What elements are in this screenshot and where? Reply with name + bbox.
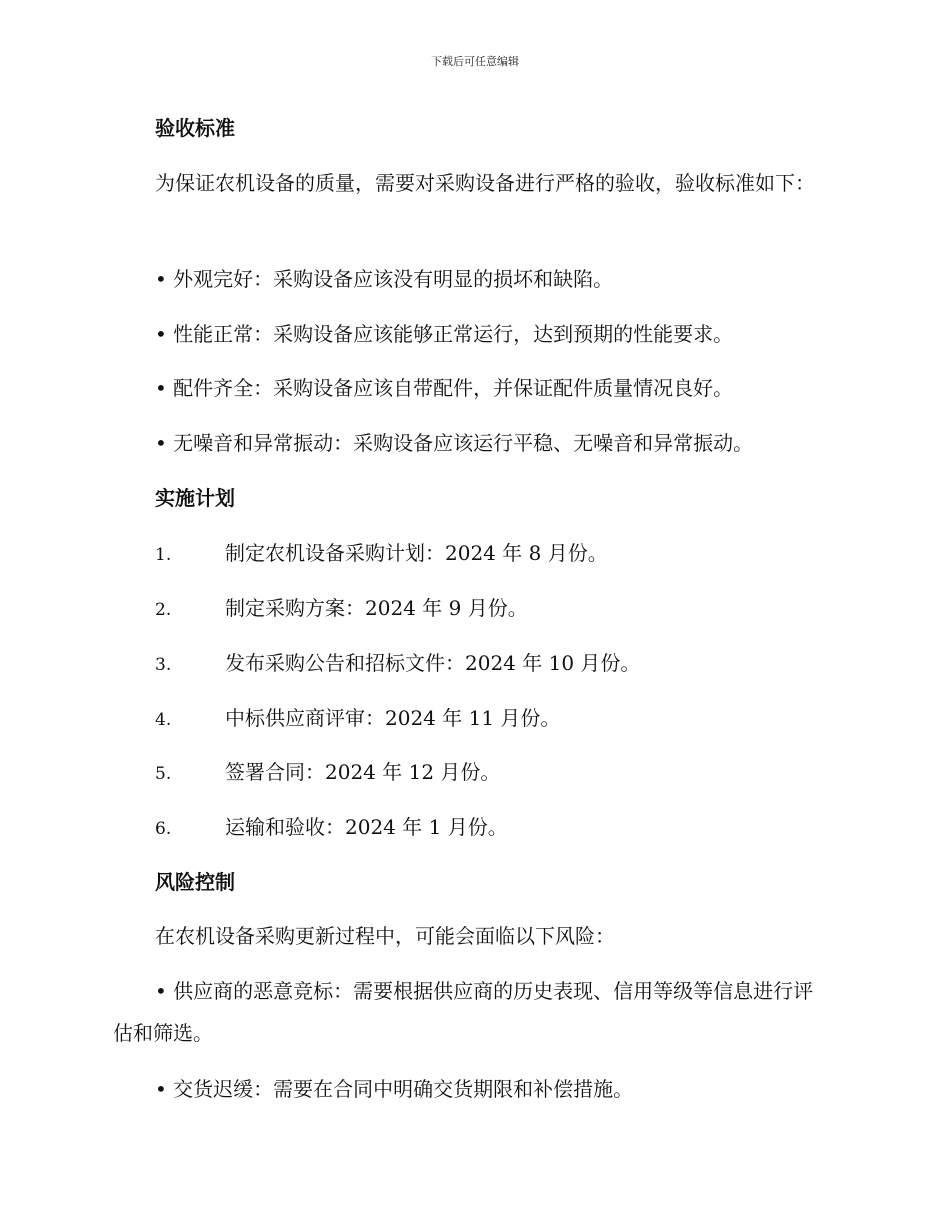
section-title-plan: 实施计划 bbox=[155, 486, 235, 510]
plan-item-text: 运输和验收：2024 年 1 月份。 bbox=[225, 815, 508, 839]
plan-list-item bbox=[155, 649, 835, 679]
risk-bullet: • 供应商的恶意竞标：需要根据供应商的历史表现、信用等级等信息进行评估和筛选。 bbox=[113, 979, 814, 1045]
section-title-acceptance: 验收标准 bbox=[155, 116, 235, 140]
risk-bullet: • 交货迟缓：需要在合同中明确交货期限和补偿措施。 bbox=[155, 1077, 634, 1101]
plan-item-text: 发布采购公告和招标文件：2024 年 10 月份。 bbox=[225, 651, 641, 675]
plan-item-text: 制定农机设备采购计划：2024 年 8 月份。 bbox=[225, 541, 608, 565]
acceptance-bullet: • 外观完好：采购设备应该没有明显的损坏和缺陷。 bbox=[155, 267, 614, 291]
acceptance-bullet: • 性能正常：采购设备应该能够正常运行，达到预期的性能要求。 bbox=[155, 322, 734, 346]
plan-list-item bbox=[155, 594, 835, 624]
plan-list-item bbox=[155, 758, 835, 788]
page-header: 下载后可任意编辑 bbox=[431, 55, 519, 68]
plan-list-item bbox=[155, 704, 835, 734]
plan-item-text: 中标供应商评审：2024 年 11 月份。 bbox=[225, 706, 561, 730]
plan-list-item bbox=[155, 813, 835, 843]
acceptance-bullet: • 配件齐全：采购设备应该自带配件，并保证配件质量情况良好。 bbox=[155, 376, 734, 400]
section-title-risk: 风险控制 bbox=[155, 870, 235, 894]
plan-item-number: 2. bbox=[155, 600, 172, 620]
plan-item-number: 3. bbox=[155, 655, 172, 675]
plan-item-number: 1. bbox=[155, 545, 172, 565]
plan-item-number: 6. bbox=[155, 819, 172, 839]
plan-item-text: 签署合同：2024 年 12 月份。 bbox=[225, 760, 501, 784]
acceptance-bullet: • 无噪音和异常振动：采购设备应该运行平稳、无噪音和异常振动。 bbox=[155, 431, 754, 455]
plan-item-number: 5. bbox=[155, 764, 172, 784]
risk-intro: 在农机设备采购更新过程中，可能会面临以下风险： bbox=[155, 924, 615, 948]
acceptance-intro: 为保证农机设备的质量，需要对采购设备进行严格的验收，验收标准如下： bbox=[155, 171, 815, 195]
plan-list-item bbox=[155, 539, 835, 569]
plan-item-number: 4. bbox=[155, 710, 172, 730]
plan-item-text: 制定采购方案：2024 年 9 月份。 bbox=[225, 596, 528, 620]
